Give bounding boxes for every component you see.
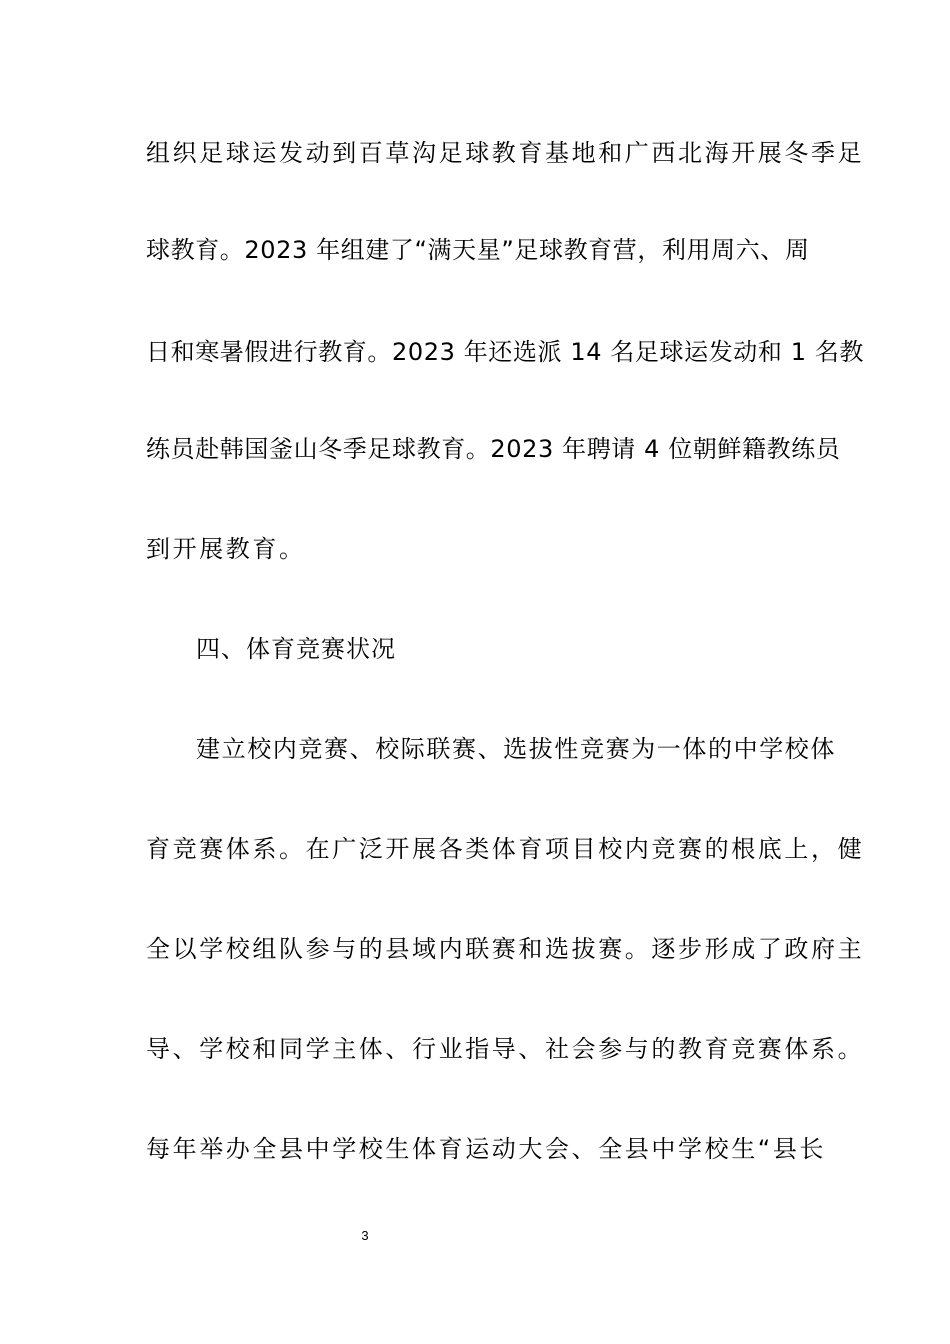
paragraph-line: 到开展教育。 (146, 535, 306, 563)
paragraph-line: 球教育。2023 年组建了“满天星”足球教育营，利用周六、周 (146, 236, 810, 264)
paragraph-line: 每年举办全县中学校生体育运动大会、全县中学校生“县长 (146, 1135, 827, 1163)
paragraph-line: 组织足球运发动到百草沟足球教育基地和广西北海开展冬季足 (146, 139, 865, 167)
paragraph-line: 导、学校和同学主体、行业指导、社会参与的教育竞赛体系。 (146, 1035, 865, 1063)
paragraph-line: 全以学校组队参与的县域内联赛和选拔赛。逐步形成了政府主 (146, 935, 865, 963)
paragraph-line: 日和寒暑假进行教育。2023 年还选派 14 名足球运发动和 1 名教 (146, 338, 865, 366)
paragraph-line: 练员赴韩国釜山冬季足球教育。2023 年聘请 4 位朝鲜籍教练员 (146, 435, 841, 463)
page-number: 3 (361, 1228, 369, 1243)
section-heading: 四、体育竞赛状况 (196, 635, 396, 663)
paragraph-line: 育竞赛体系。在广泛开展各类体育项目校内竞赛的根底上，健 (146, 835, 865, 863)
paragraph-line: 建立校内竞赛、校际联赛、选拔性竞赛为一体的中学校体 (196, 735, 836, 763)
